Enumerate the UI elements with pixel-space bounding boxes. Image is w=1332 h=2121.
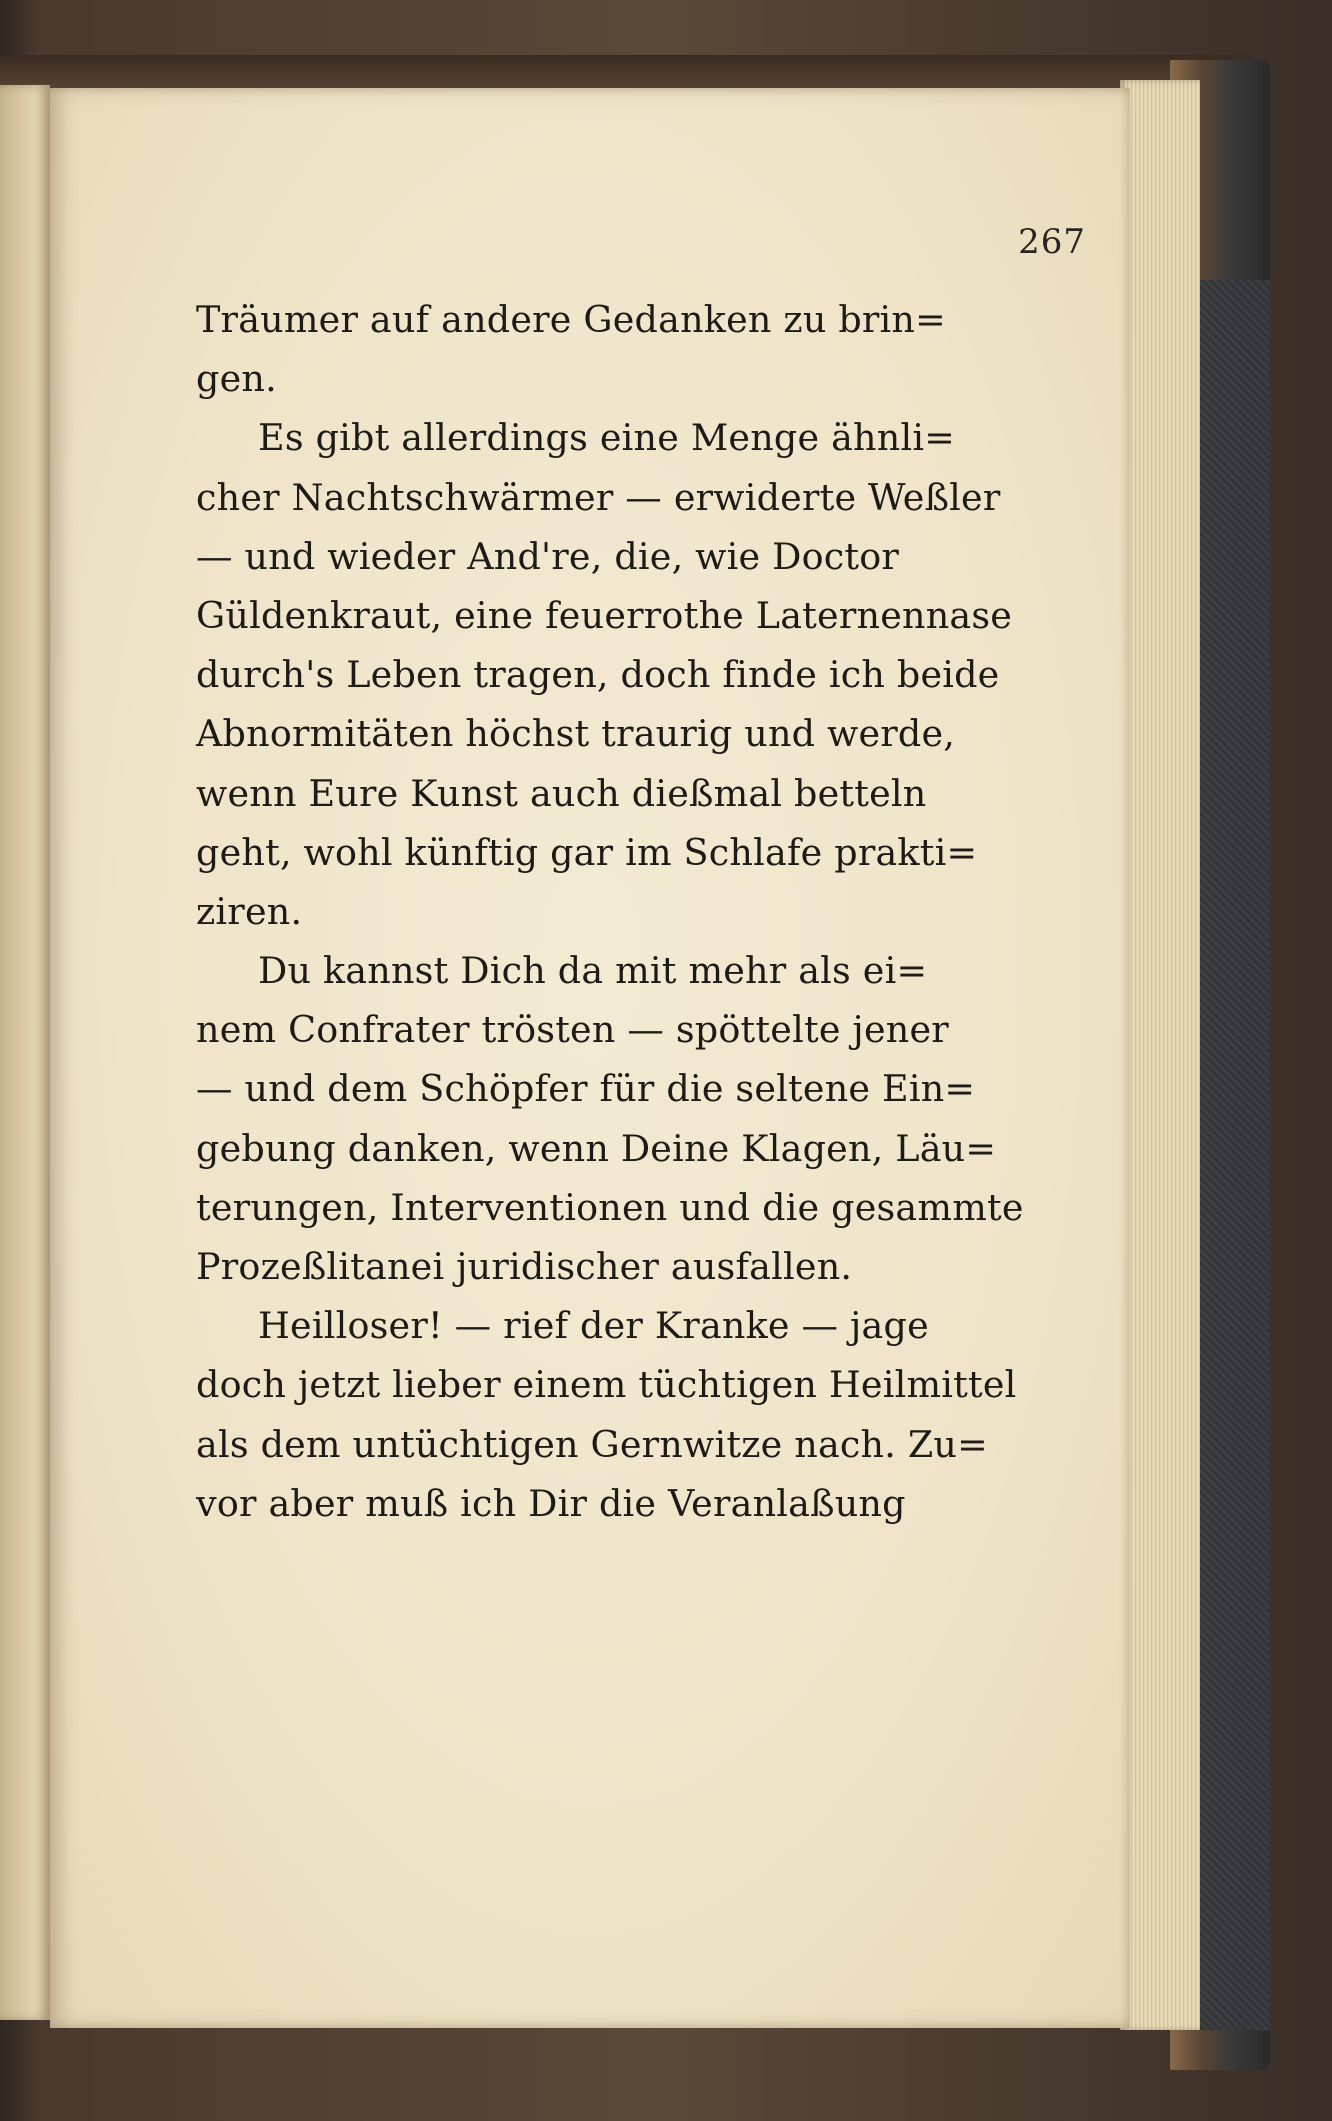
text-line: doch jetzt lieber einem tüchtigen Heilmittel <box>196 1363 1017 1407</box>
text-line: als dem untüchtigen Gernwitze nach. Zu= <box>196 1422 988 1466</box>
text-line: — und dem Schöpfer für die seltene Ein= <box>196 1067 976 1111</box>
text-line: Es gibt allerdings eine Menge ähnli= <box>258 416 955 460</box>
text-line: gen. <box>196 357 277 401</box>
text-line: geht, wohl künftig gar im Schlafe prakti= <box>196 830 978 874</box>
text-line: durch's Leben tragen, doch finde ich beide <box>196 653 1000 697</box>
text-line: nem Confrater trösten — spöttelte jener <box>196 1008 949 1052</box>
text-line: Heilloser! — rief der Kranke — jage <box>258 1304 929 1348</box>
page-edges <box>1120 80 1200 2030</box>
page-number: 267 <box>1018 222 1086 262</box>
text-line: cher Nachtschwärmer — erwiderte Weßler <box>196 475 1001 519</box>
text-line: wenn Eure Kunst auch dießmal betteln <box>196 771 927 815</box>
page-text <box>196 290 1024 1533</box>
text-line: Träumer auf andere Gedanken zu brin= <box>196 298 946 341</box>
text-line: gebung danken, wenn Deine Klagen, Läu= <box>196 1126 997 1170</box>
text-line: Abnormitäten höchst traurig und werde, <box>196 712 956 756</box>
text-line: ziren. <box>196 889 303 933</box>
text-line: Prozeßlitanei juridischer ausfallen. <box>196 1245 853 1288</box>
facing-page-edge <box>0 85 50 2020</box>
text-line: terungen, Interventionen und die gesammte <box>196 1185 1024 1229</box>
text-line: vor aber muß ich Dir die Veranlaßung <box>196 1481 906 1525</box>
text-line: — und wieder And're, die, wie Doctor <box>196 534 900 578</box>
book-cover-cloth <box>1200 280 1270 2030</box>
text-line: Güldenkraut, eine feuerrothe Laternennase <box>196 593 1013 637</box>
text-line: Du kannst Dich da mit mehr als ei= <box>258 949 928 993</box>
